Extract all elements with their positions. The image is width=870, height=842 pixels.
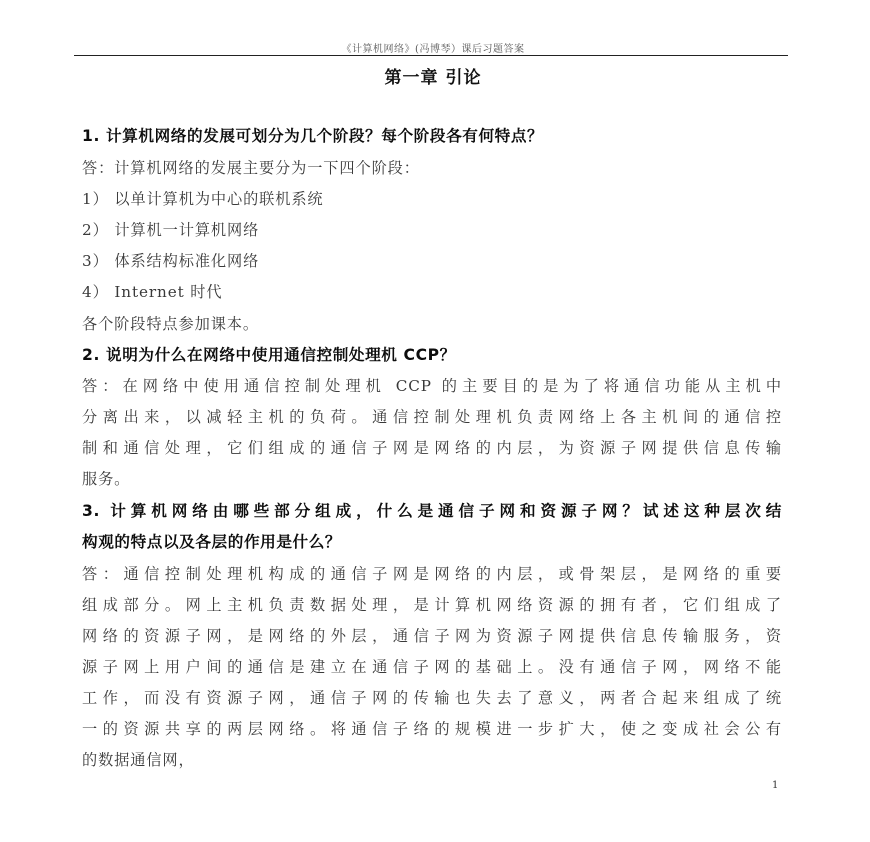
page-number: 1 xyxy=(772,780,779,791)
answer-1-intro: 答：计算机网络的发展主要分为一下四个阶段： xyxy=(82,159,420,177)
answer-3-line: 工作，而没有资源子网，通信子网的传输也失去了意义，两者合起来组成了统 xyxy=(82,689,782,707)
stage-item: 3） 体系结构标准化网络 xyxy=(82,252,260,270)
answer-3-line: 一的资源共享的两层网络。将通信子络的规模进一步扩大，使之变成社会公有 xyxy=(82,720,782,738)
answer-1-note: 各个阶段特点参加课本。 xyxy=(82,315,259,333)
header-rule xyxy=(74,55,788,56)
running-header: 《计算机网络》(冯博琴）课后习题答案 xyxy=(341,44,525,55)
answer-3-line: 的数据通信网， xyxy=(82,751,195,769)
answer-2-line: 制和通信处理，它们组成的通信子网是网络的内层，为资源子网提供信息传输 xyxy=(82,439,782,457)
answer-2-line: 答：在网络中使用通信控制处理机 CCP 的主要目的是为了将通信功能从主机中 xyxy=(82,377,782,395)
question-2: 2. 说明为什么在网络中使用通信控制处理机 CCP？ xyxy=(82,346,456,364)
stage-item: 1） 以单计算机为中心的联机系统 xyxy=(82,190,324,208)
answer-2-line: 分离出来，以减轻主机的负荷。通信控制处理机负责网络上各主机间的通信控 xyxy=(82,408,782,426)
question-1: 1. 计算机网络的发展可划分为几个阶段？每个阶段各有何特点？ xyxy=(82,127,544,145)
answer-3-line: 组成部分。网上主机负责数据处理，是计算机网络资源的拥有者，它们组成了 xyxy=(82,596,782,614)
chapter-title: 第一章 引论 xyxy=(384,68,482,88)
question-3-line: 3. 计算机网络由哪些部分组成，什么是通信子网和资源子网？试述这种层次结 xyxy=(82,502,782,520)
answer-3-line: 答：通信控制处理机构成的通信子网是网络的内层，或骨架层，是网络的重要 xyxy=(82,565,782,583)
answer-2-line: 服务。 xyxy=(82,470,131,488)
answer-3-line: 网络的资源子网，是网络的外层，通信子网为资源子网提供信息传输服务，资 xyxy=(82,627,782,645)
stage-item: 4） Internet 时代 xyxy=(82,283,223,301)
stage-item: 2） 计算机一计算机网络 xyxy=(82,221,260,239)
question-3-line: 构观的特点以及各层的作用是什么？ xyxy=(82,533,342,551)
answer-3-line: 源子网上用户间的通信是建立在通信子网的基础上。没有通信子网，网络不能 xyxy=(82,658,782,676)
